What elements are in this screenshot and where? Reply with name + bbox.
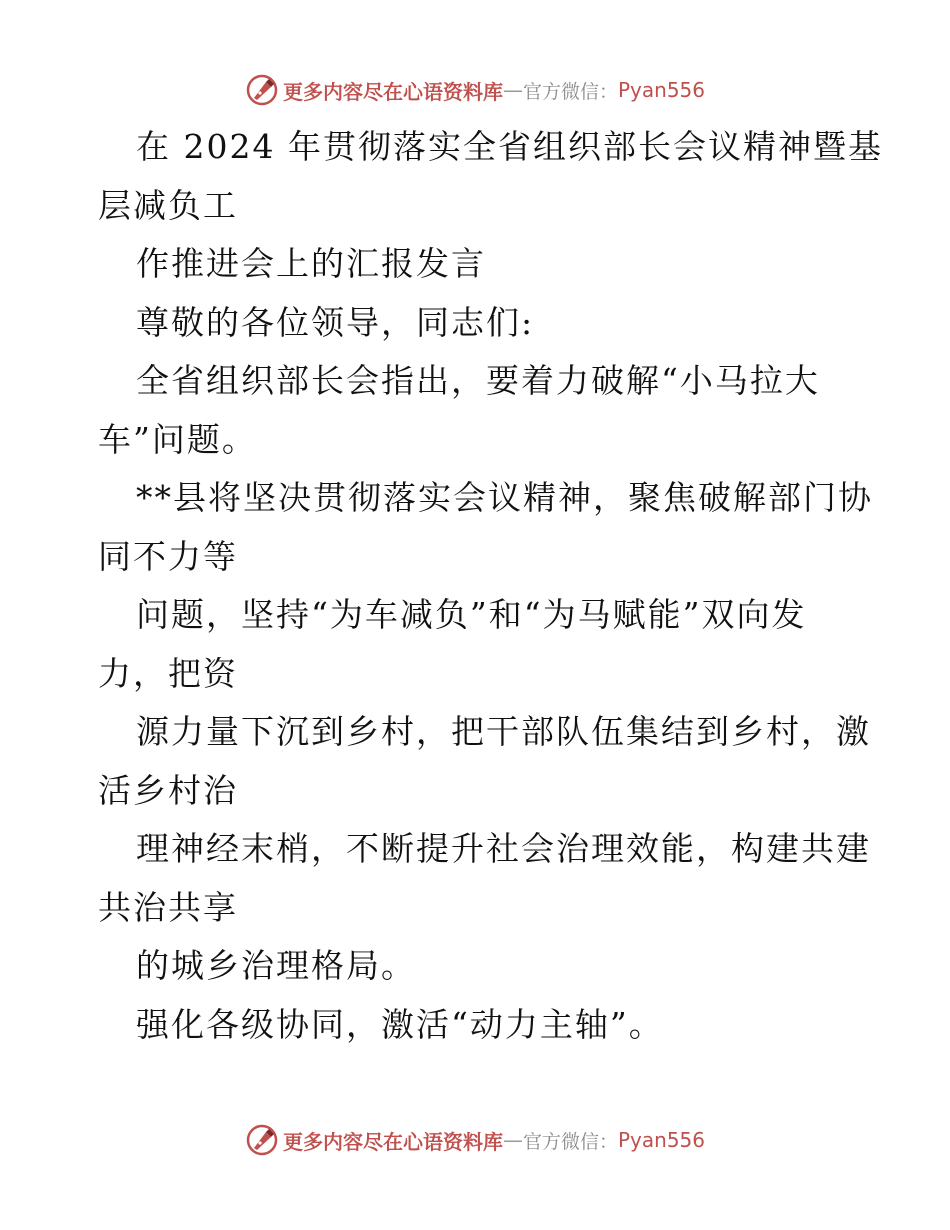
banner-dash: — [502, 78, 523, 102]
pen-nib-logo-icon [245, 73, 279, 107]
document-line: 层减负工 [98, 185, 238, 225]
document-line: 强化各级协同，激活“动力主轴”。 [136, 1004, 664, 1044]
banner-wechat-id: Pyan556 [618, 78, 706, 102]
banner-brand-text: 更多内容尽在心语资料库 [282, 1129, 503, 1154]
footer-banner [0, 1120, 950, 1160]
document-line: 同不力等 [98, 536, 238, 576]
document-line: 问题，坚持“为车减负”和“为马赋能”双向发 [136, 595, 807, 634]
document-line: 的城乡治理格局。 [136, 946, 416, 985]
document-line: 共治共享 [98, 887, 238, 927]
header-banner [0, 70, 950, 110]
document-line: 尊敬的各位领导，同志们: [136, 302, 535, 342]
banner-contact-label: 官方微信： [522, 1130, 618, 1153]
document-line: 源力量下沉到乡村，把干部队伍集结到乡村，激 [136, 712, 871, 751]
document-line: 车”问题。 [98, 419, 257, 459]
banner-wechat-id: Pyan556 [618, 1128, 706, 1152]
pen-nib-logo-icon [245, 1123, 279, 1157]
document-line: 活乡村治 [98, 770, 238, 810]
banner-brand-text: 更多内容尽在心语资料库 [282, 79, 503, 104]
document-line: 力，把资 [98, 653, 238, 693]
document-line: 在 2024 年贯彻落实全省组织部长会议精神暨基 [136, 127, 883, 166]
document-line: **县将坚决贯彻落实会议精神，聚焦破解部门协 [136, 478, 873, 517]
document-line: 理神经末梢，不断提升社会治理效能，构建共建 [136, 829, 871, 868]
banner-dash: — [502, 1128, 523, 1152]
document-line: 作推进会上的汇报发言 [136, 244, 486, 283]
document-body [98, 118, 883, 1054]
document-line: 全省组织部长会指出，要着力破解“小马拉大 [136, 361, 820, 400]
banner-contact-label: 官方微信： [522, 80, 618, 103]
